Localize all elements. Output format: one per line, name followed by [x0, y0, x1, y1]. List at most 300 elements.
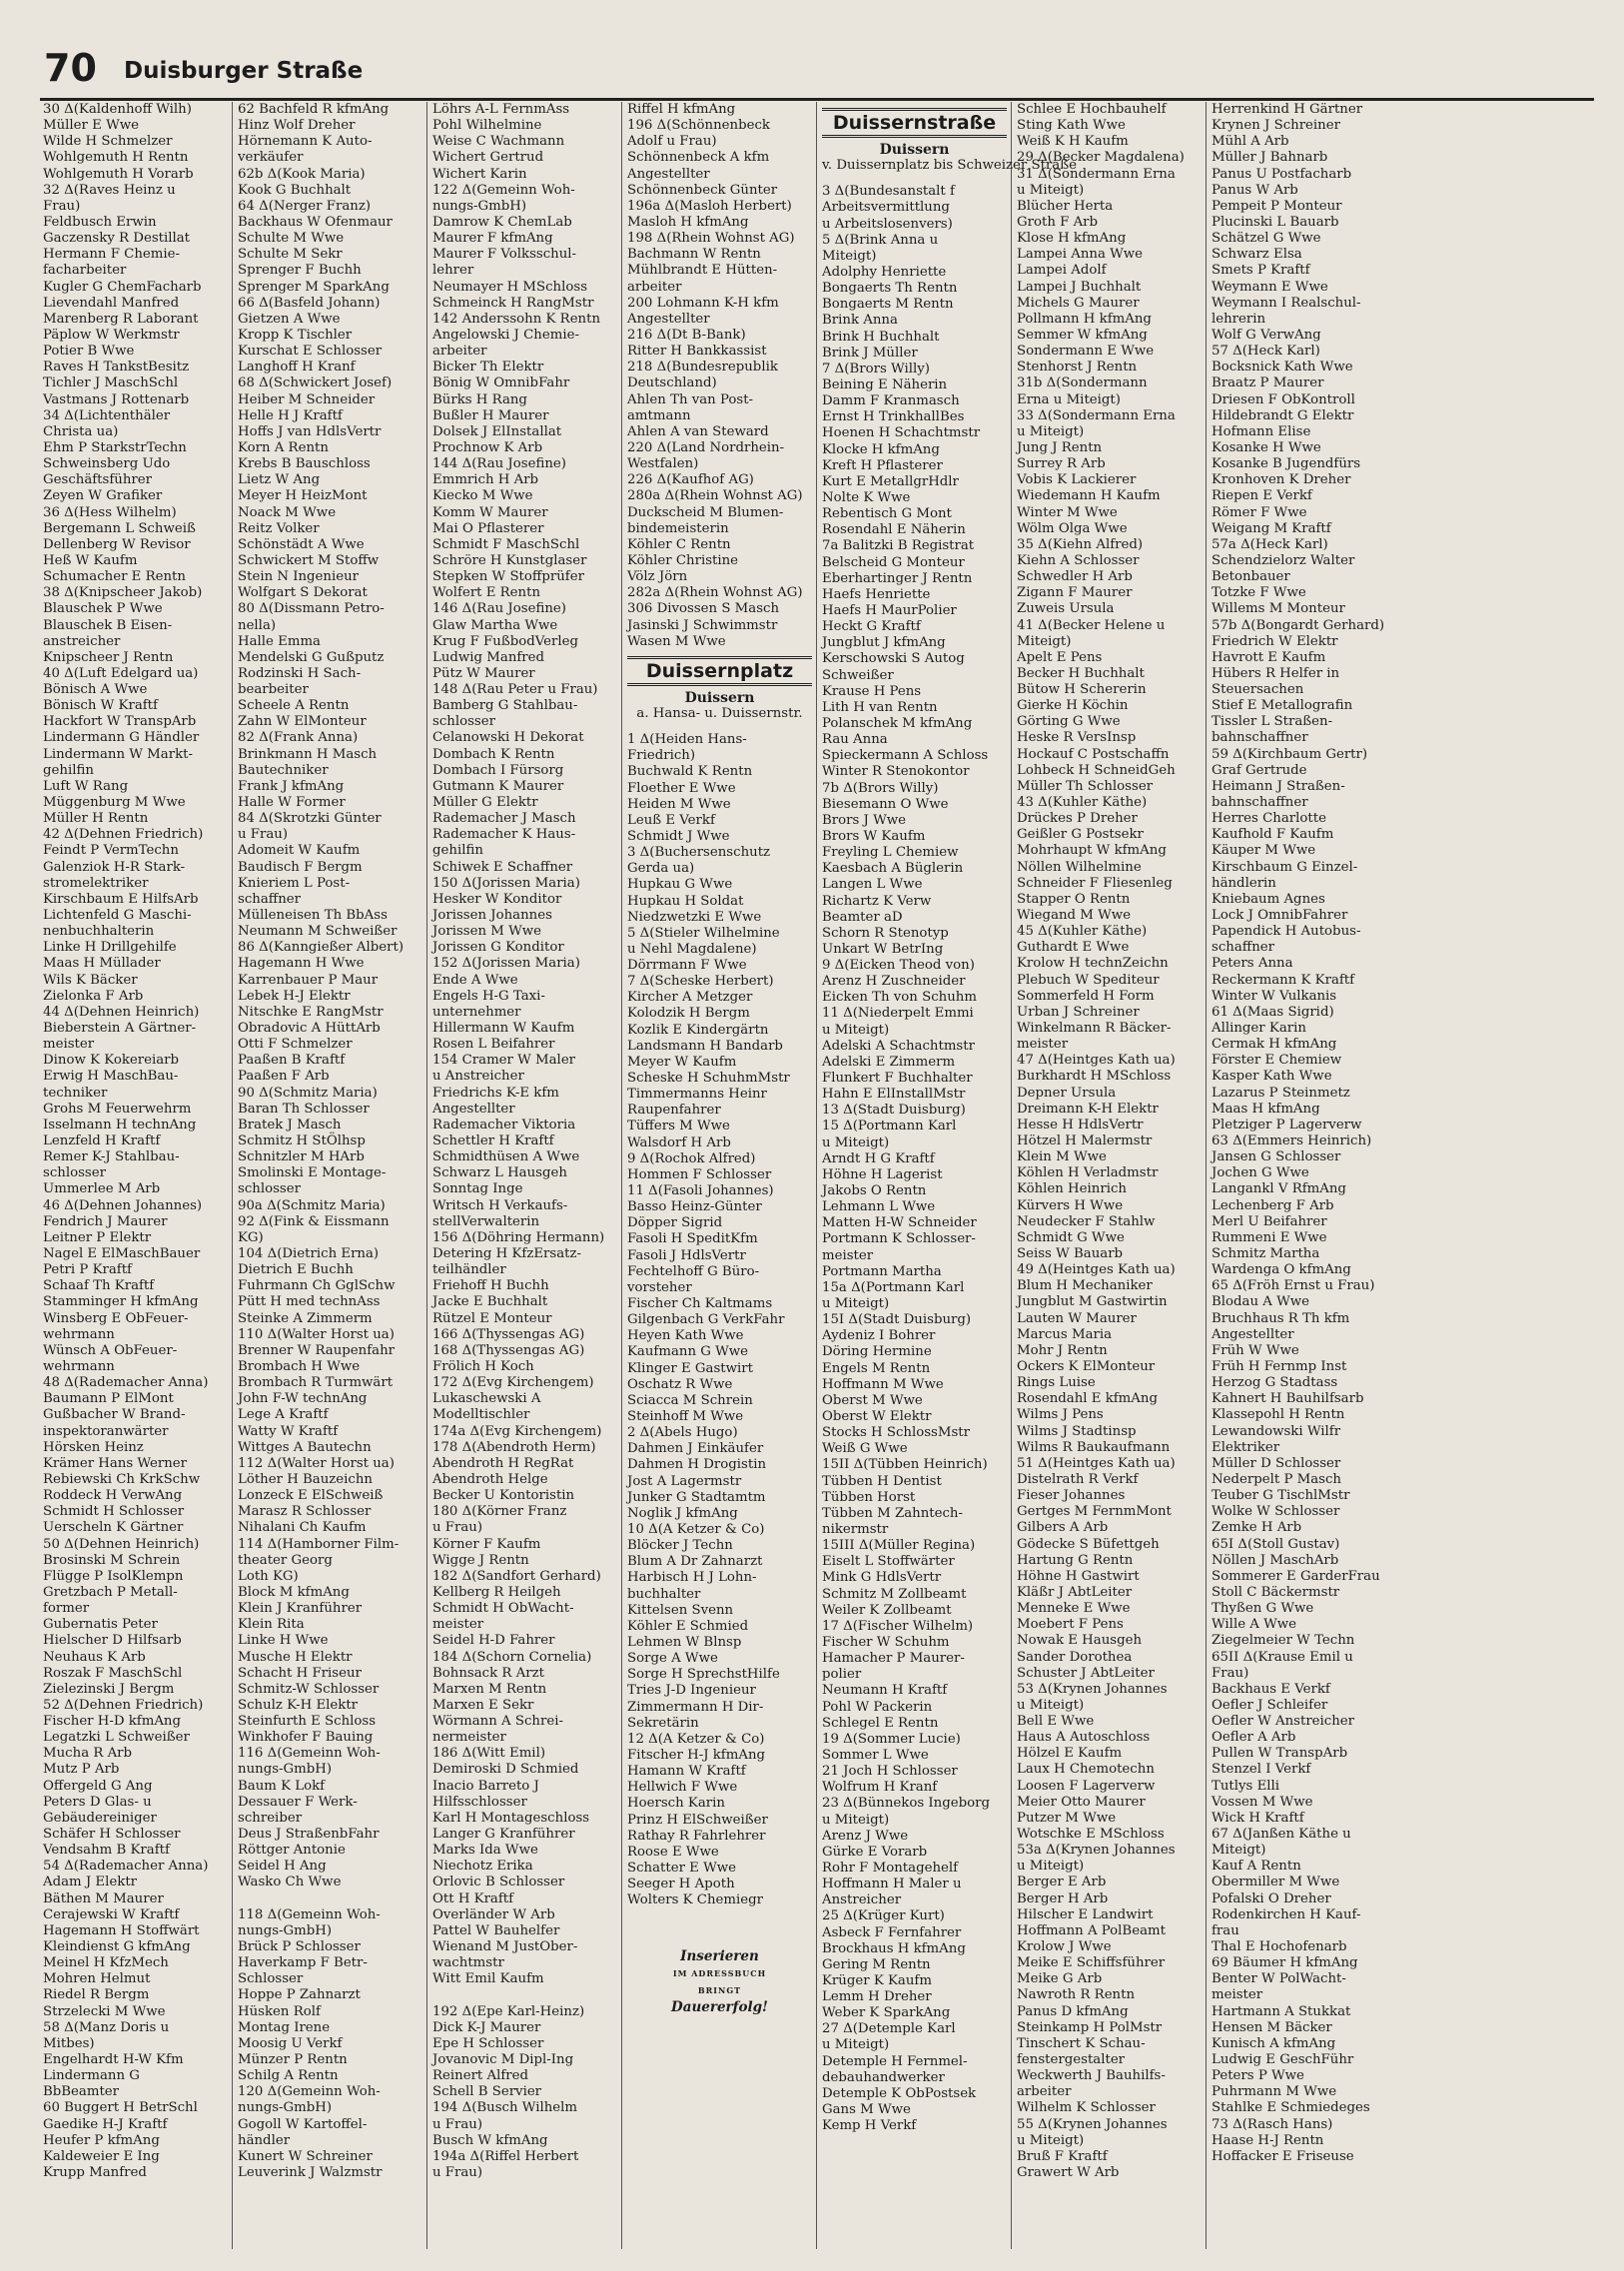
directory-entry: 114 Δ(Hamborner Film- — [238, 1536, 400, 1552]
directory-entry: Bruß F Kraftf — [1017, 2148, 1108, 2164]
directory-entry: 21 Joch H Schlosser — [822, 1764, 958, 1780]
directory-entry: Feindt P VermTechn — [43, 843, 179, 859]
directory-entry: Steinfurth E Schloss — [238, 1714, 377, 1730]
directory-entry: Schneider F Fliesenleg — [1017, 875, 1173, 891]
directory-entry: Elektriker — [1212, 1439, 1280, 1455]
directory-entry: Steinhoff M Wwe — [627, 1409, 744, 1424]
directory-entry: 30 Δ(Kaldenhoff Wilh) — [43, 102, 192, 117]
directory-entry: 118 Δ(Gemeinn Woh- — [238, 1906, 381, 1922]
directory-entry: 280a Δ(Rhein Wohnst AG) — [627, 488, 803, 504]
directory-entry: Schmidt G Wwe — [1017, 1229, 1125, 1245]
directory-entry: 57 Δ(Heck Karl) — [1212, 344, 1320, 360]
directory-entry: Kook G Buchhalt — [238, 182, 352, 198]
directory-entry: Hofmann Elise — [1212, 423, 1311, 439]
directory-entry: Blöcker J Techn — [627, 1538, 733, 1554]
directory-entry: Deutschland) — [627, 376, 717, 391]
directory-entry: Kahnert H Bauhilfsarb — [1212, 1391, 1364, 1407]
directory-entry: Gödecke S Büfettgeh — [1017, 1536, 1160, 1552]
directory-entry: Wille A Wwe — [1212, 1617, 1297, 1633]
directory-entry: Overländer W Arb — [432, 1906, 555, 1922]
directory-entry: Köhler E Schmied — [627, 1618, 749, 1634]
directory-entry: John F-W technAng — [238, 1391, 368, 1407]
directory-entry: 150 Δ(Jorissen Maria) — [432, 875, 580, 891]
directory-entry: 112 Δ(Walter Horst ua) — [238, 1455, 395, 1471]
directory-entry: Panus W Arb — [1212, 182, 1298, 198]
directory-entry: Meyer W Kaufm — [627, 1054, 737, 1070]
directory-entry: Döpper Sigrid — [627, 1215, 723, 1231]
directory-entry: Hellwich F Wwe — [627, 1780, 738, 1796]
directory-entry: 15 Δ(Portmann Karl — [822, 1119, 957, 1135]
directory-entry: Schmitz Martha — [1212, 1245, 1320, 1261]
directory-entry: Loosen F Lagerverw — [1017, 1778, 1156, 1794]
directory-entry: Surrey R Arb — [1017, 456, 1106, 472]
directory-entry: Kreft H Pflasterer — [822, 457, 943, 473]
directory-entry: 15II Δ(Tübben Heinrich) — [822, 1457, 988, 1473]
directory-entry: Adomeit W Kaufm — [238, 843, 361, 859]
directory-entry: Karrenbauer P Maur — [238, 972, 379, 988]
directory-entry: Bieberstein A Gärtner- — [43, 1021, 197, 1037]
directory-entry: Stocks H SchlossMstr — [822, 1425, 970, 1441]
directory-entry: Berger E Arb — [1017, 1875, 1107, 1891]
directory-entry: Nolte K Wwe — [822, 489, 911, 505]
directory-entry: Blum H Mechaniker — [1017, 1278, 1153, 1294]
directory-entry: Krolow J Wwe — [1017, 1939, 1112, 1955]
directory-entry: Wünsch A ObFeuer- — [43, 1342, 178, 1358]
directory-entry: Winter R Stenokontor — [822, 764, 970, 780]
directory-entry: Ludwig Manfred — [432, 649, 545, 665]
directory-entry: Zahn W ElMonteur — [238, 714, 367, 730]
directory-entry: Lechenberg F Arb — [1212, 1197, 1334, 1213]
directory-entry: 27 Δ(Detemple Karl — [822, 2021, 956, 2037]
directory-entry: 1 Δ(Heiden Hans- — [627, 732, 747, 748]
directory-entry: 9 Δ(Eicken Theod von) — [822, 958, 975, 974]
directory-entry: Frau) — [1212, 1665, 1249, 1681]
directory-entry: Neumann H Kraftf — [822, 1683, 948, 1699]
directory-entry: Lohbeck H SchneidGeh — [1017, 762, 1176, 778]
directory-entry: Langen L Wwe — [822, 877, 923, 893]
column-1 — [38, 102, 233, 2249]
directory-entry: Dietrich E Buchh — [238, 1262, 354, 1278]
directory-entry: Lukaschewski A — [432, 1391, 541, 1407]
directory-entry: Vendsahm B Kraftf — [43, 1843, 170, 1859]
directory-entry: 51 Δ(Heintges Kath ua) — [1017, 1455, 1176, 1471]
directory-entry: Friedrichs K-E kfm — [432, 1085, 559, 1101]
directory-entry: Peters D Glas- u — [43, 1794, 152, 1810]
directory-entry: Gogoll W Kartoffel- — [238, 2116, 368, 2132]
directory-entry: Michels G Maurer — [1017, 295, 1140, 311]
directory-entry: Weigang M Kraftf — [1212, 520, 1331, 536]
directory-entry: u Miteigt) — [1017, 1697, 1085, 1713]
directory-entry: Haefs Henriette — [822, 586, 931, 602]
advertisement-box — [627, 1948, 812, 2016]
directory-entry: Meyer H HeizMont — [238, 488, 368, 504]
directory-entry: Grohs M Feuerwehrm — [43, 1101, 192, 1117]
directory-entry: 2 Δ(Abels Hugo) — [627, 1425, 738, 1441]
directory-entry: Schlegel E Rentn — [822, 1715, 939, 1731]
directory-entry: Teuber G TischlMstr — [1212, 1488, 1350, 1504]
directory-entry: 11 Δ(Fasoli Johannes) — [627, 1183, 774, 1199]
directory-entry: Beining E Näherin — [822, 378, 948, 392]
directory-entry: 11 Δ(Niederpelt Emmi — [822, 1006, 974, 1022]
directory-entry: Neumann M Schweißer — [238, 924, 398, 940]
directory-entry: Fischer W Schuhm — [822, 1634, 950, 1650]
directory-entry: 62b Δ(Kook Maria) — [238, 166, 366, 182]
directory-entry: Schatter E Wwe — [627, 1860, 737, 1876]
directory-entry: Stapper O Rentn — [1017, 891, 1131, 907]
directory-entry: Rau Anna — [822, 732, 888, 748]
directory-entry: Halle W Former — [238, 795, 346, 811]
directory-entry: Kaesbach A Büglerin — [822, 861, 964, 877]
directory-entry: Peters P Wwe — [1212, 2068, 1304, 2084]
directory-entry: Sting Kath Wwe — [1017, 118, 1126, 134]
directory-entry: Sorge H SprechstHilfe — [627, 1667, 780, 1683]
directory-entry: Dombach I Fürsorg — [432, 762, 564, 778]
directory-entry: 19 Δ(Sommer Lucie) — [822, 1731, 961, 1747]
directory-entry: Wilms R Baukaufmann — [1017, 1439, 1171, 1455]
directory-entry: Kirschbaum E HilfsArb — [43, 891, 199, 907]
directory-entry: Brenner W Raupenfahr — [238, 1342, 395, 1358]
directory-entry: Christa ua) — [43, 423, 119, 439]
directory-entry: Rathay R Fahrlehrer — [627, 1828, 766, 1844]
directory-entry: 60 Buggert H BetrSchl — [43, 2100, 198, 2116]
directory-entry: 32 Δ(Raves Heinz u — [43, 182, 176, 198]
directory-entry: former — [43, 1601, 90, 1617]
directory-entry: Detemple H Fernmel- — [822, 2053, 968, 2069]
directory-entry: Fasoli H SpeditKfm — [627, 1231, 758, 1247]
directory-entry: Wardenga O kfmAng — [1212, 1262, 1351, 1278]
directory-entry: Knieriem L Post- — [238, 875, 351, 891]
directory-entry: Schönnenbeck A kfm — [627, 150, 770, 166]
directory-entry: Schwarz Elsa — [1212, 247, 1302, 263]
directory-entry: 15III Δ(Müller Regina) — [822, 1538, 976, 1554]
directory-entry: Kemp H Verkf — [822, 2118, 917, 2134]
directory-entry: Tinschert K Schau- — [1017, 2035, 1146, 2051]
directory-entry: Sprenger M SparkAng — [238, 279, 390, 295]
directory-entry: Sorge A Wwe — [627, 1651, 718, 1667]
directory-entry: Lewandowski Wilfr — [1212, 1423, 1341, 1439]
directory-entry: Köhler Christine — [627, 552, 739, 568]
directory-entry: Lazarus P Steinmetz — [1212, 1085, 1350, 1101]
directory-entry: Wienand M JustOber- — [432, 1939, 578, 1955]
directory-entry: u Miteigt) — [1017, 2132, 1085, 2148]
directory-entry: Weber K SparkAng — [822, 2005, 951, 2021]
directory-entry: 57a Δ(Heck Karl) — [1212, 536, 1328, 552]
directory-entry: Rosendahl E Näherin — [822, 522, 966, 538]
directory-entry: Adolf u Frau) — [627, 134, 717, 150]
directory-entry: meister — [43, 1037, 95, 1053]
directory-entry: Kiecko M Wwe — [432, 488, 533, 504]
directory-entry: Panus D kfmAng — [1017, 2003, 1129, 2019]
directory-entry: Wohlgemuth H Vorarb — [43, 166, 194, 182]
directory-entry: amtmann — [627, 407, 691, 423]
directory-entry: Karl H Montageschloss — [432, 1810, 590, 1826]
directory-entry: 31b Δ(Sondermann — [1017, 376, 1148, 391]
directory-entry: Fuhrmann Ch GglSchw — [238, 1278, 396, 1294]
ad-line-3: BRINGT — [697, 1985, 742, 1996]
directory-entry: Nawroth R Rentn — [1017, 1987, 1136, 2003]
directory-entry: Langer G Kranführer — [432, 1827, 575, 1843]
directory-entry: 55 Δ(Krynen Johannes — [1017, 2116, 1168, 2132]
directory-entry: Schumacher E Rentn — [43, 569, 186, 585]
directory-entry: Detemple K ObPostsek — [822, 2085, 977, 2101]
directory-entry: Riepen E Verkf — [1212, 488, 1312, 504]
directory-entry: 174a Δ(Evg Kirchengem) — [432, 1423, 602, 1439]
directory-entry: 47 Δ(Heintges Kath ua) — [1017, 1053, 1176, 1069]
directory-entry: Masloh H kfmAng — [627, 214, 749, 230]
directory-entry: Steinke A Zimmerm — [238, 1310, 373, 1326]
directory-entry: Sonntag Inge — [432, 1181, 523, 1197]
directory-entry: 86 Δ(Kanngießer Albert) — [238, 940, 405, 956]
directory-entry: Distelrath R Verkf — [1017, 1471, 1139, 1487]
directory-entry: Schwarz L Hausgeh — [432, 1165, 567, 1181]
directory-entry: Kropp K Tischler — [238, 327, 353, 343]
directory-entry: Kolodzik H Bergm — [627, 1006, 750, 1022]
directory-entry: Gierke H Köchin — [1017, 698, 1129, 714]
directory-entry: Wittges A Bautechn — [238, 1439, 372, 1455]
directory-entry: Kircher A Metzger — [627, 990, 753, 1006]
directory-entry: Noack M Wwe — [238, 504, 337, 520]
directory-entry: Müller J Bahnarb — [1212, 150, 1328, 166]
directory-entry: Jorissen M Wwe — [432, 924, 542, 940]
directory-entry: Schäfer H Schlosser — [43, 1827, 181, 1843]
directory-entry: Heyen Kath Wwe — [627, 1328, 744, 1344]
directory-entry: Zimmermann H Dir- — [627, 1699, 764, 1715]
directory-entry: Ludwig E GeschFühr — [1212, 2052, 1354, 2068]
directory-entry: nella) — [238, 617, 277, 633]
directory-entry: Sommer L Wwe — [822, 1747, 929, 1763]
directory-entry: Bamberg G Stahlbau- — [432, 698, 578, 714]
directory-entry: Sommerer E GarderFrau — [1212, 1568, 1380, 1584]
directory-entry: Brombach R Turmwärt — [238, 1375, 394, 1391]
directory-entry: Hildebrandt G Elektr — [1212, 407, 1354, 423]
directory-entry: Leuverink J Walzmstr — [238, 2165, 383, 2180]
page-number: 70 — [44, 46, 97, 90]
directory-entry: 7b Δ(Brors Willy) — [822, 780, 939, 796]
directory-entry: Gutmann K Maurer — [432, 778, 564, 794]
directory-entry: Schmidt H Schlosser — [43, 1504, 185, 1520]
directory-entry: 65I Δ(Stoll Gustav) — [1212, 1536, 1340, 1552]
directory-entry: 52 Δ(Dehnen Friedrich) — [43, 1697, 204, 1713]
directory-entry: 200 Lohmann K-H kfm — [627, 295, 779, 311]
directory-entry: Kauf A Rentn — [1212, 1859, 1301, 1875]
directory-entry: Krug F FußbodVerleg — [432, 633, 578, 649]
directory-entry: 144 Δ(Rau Josefine) — [432, 456, 566, 472]
directory-entry: Münzer P Rentn — [238, 2052, 348, 2068]
directory-entry: Damrow K ChemLab — [432, 214, 572, 230]
directory-entry: Jasinski J Schwimmstr — [627, 617, 778, 633]
directory-entry: 122 Δ(Gemeinn Woh- — [432, 182, 575, 198]
directory-entry: u Frau) — [432, 1520, 483, 1536]
directory-entry: Geschäftsführer — [43, 472, 152, 488]
directory-entry: Rings Luise — [1017, 1375, 1096, 1391]
directory-entry: Gebäudereiniger — [43, 1810, 157, 1826]
directory-entry: Legatzki L Schweißer — [43, 1730, 190, 1746]
directory-entry: Schendzielorz Walter — [1212, 552, 1355, 568]
directory-entry: Heimann J Straßen- — [1212, 778, 1345, 794]
directory-entry: schreiber — [238, 1810, 303, 1826]
directory-entry: Herrenkind H Gärtner — [1212, 102, 1363, 117]
directory-entry: händlerin — [1212, 875, 1276, 891]
directory-entry: Hesse H HdlsVertr — [1017, 1117, 1144, 1133]
directory-entry: 42 Δ(Dehnen Friedrich) — [43, 827, 204, 843]
directory-entry: Eicken Th von Schuhm — [822, 990, 977, 1006]
directory-entry: Smets P Kraftf — [1212, 263, 1310, 279]
directory-entry: Angestellter — [627, 311, 710, 327]
directory-entry: 104 Δ(Dietrich Erna) — [238, 1245, 380, 1261]
directory-entry: Oefler W Anstreicher — [1212, 1714, 1355, 1730]
directory-entry: Müller E Wwe — [43, 118, 139, 134]
directory-entry: 25 Δ(Krüger Kurt) — [822, 1908, 945, 1924]
directory-entry: Mitbes) — [43, 2035, 95, 2051]
directory-entry: Sommerfeld H Form — [1017, 988, 1155, 1004]
directory-entry: Heß W Kaufm — [43, 552, 138, 568]
directory-entry: 38 Δ(Knipscheer Jakob) — [43, 585, 203, 601]
directory-entry: nungs-GmbH) — [238, 1922, 333, 1938]
directory-entry: Schulz K-H Elektr — [238, 1697, 359, 1713]
directory-entry: Fitscher H-J kfmAng — [627, 1747, 766, 1763]
directory-entry: Linke H Wwe — [238, 1633, 329, 1649]
directory-entry: Wolfgart S Dekorat — [238, 585, 368, 601]
directory-entry: Bönig W OmnibFahr — [432, 376, 570, 391]
directory-entry: 40 Δ(Luft Edelgard ua) — [43, 665, 199, 681]
directory-entry: Oberst W Elektr — [822, 1409, 932, 1424]
directory-entry: bahnschaffner — [1212, 795, 1308, 811]
directory-entry: u Miteigt) — [822, 1296, 890, 1312]
directory-entry: 12 Δ(A Ketzer & Co) — [627, 1731, 765, 1747]
directory-entry: Gaczensky R Destillat — [43, 231, 191, 247]
directory-entry: Krolow H technZeichn — [1017, 956, 1169, 972]
directory-entry: Kasper Kath Wwe — [1212, 1069, 1332, 1085]
directory-entry: Schönstädt A Wwe — [238, 536, 365, 552]
directory-entry: Celanowski H Dekorat — [432, 730, 584, 746]
directory-entry: 198 Δ(Rhein Wohnst AG) — [627, 231, 795, 247]
directory-entry: Nowak E Hausgeh — [1017, 1633, 1143, 1649]
directory-entry: Kunert W Schreiner — [238, 2148, 373, 2164]
directory-entry: Schell B Servier — [432, 2084, 542, 2100]
directory-entry: Wotschke E MSchloss — [1017, 1827, 1165, 1843]
directory-entry: Schmitz M Zollbeamt — [822, 1586, 967, 1602]
directory-entry: 15a Δ(Portmann Karl — [822, 1279, 965, 1295]
directory-entry: Zemke H Arb — [1212, 1520, 1302, 1536]
directory-entry: 17 Δ(Fischer Wilhelm) — [822, 1618, 974, 1634]
directory-entry: 182 Δ(Sandfort Gerhard) — [432, 1568, 601, 1584]
directory-entry: Ahlen Th van Post- — [627, 391, 754, 407]
directory-entry: Stamminger H kfmAng — [43, 1294, 199, 1310]
directory-entry: Unkart W BetrIng — [822, 941, 944, 957]
directory-entry: Gilbers A Arb — [1017, 1520, 1109, 1536]
directory-entry: Bohnsack R Arzt — [432, 1665, 544, 1681]
directory-entry: Panus U Postfacharb — [1212, 166, 1352, 182]
directory-entry: 178 Δ(Abendroth Herm) — [432, 1439, 596, 1455]
directory-entry: Thal E Hochofenarb — [1212, 1939, 1347, 1955]
directory-entry: 68 Δ(Schwickert Josef) — [238, 376, 393, 391]
directory-entry: Richartz K Verw — [822, 893, 932, 909]
directory-entry: Niedzwetzki E Wwe — [627, 909, 762, 925]
directory-entry: Brink J Müller — [822, 345, 918, 361]
directory-entry: Stein N Ingenieur — [238, 569, 360, 585]
directory-entry: 120 Δ(Gemeinn Woh- — [238, 2084, 381, 2100]
directory-entry: Roszak F MaschSchl — [43, 1665, 183, 1681]
directory-entry: Geißler G Postsekr — [1017, 827, 1144, 843]
directory-entry: Linke H Drillgehilfe — [43, 940, 177, 956]
directory-entry: Langhoff H Kranf — [238, 360, 356, 376]
directory-entry: facharbeiter — [43, 263, 127, 279]
directory-entry: 7 Δ(Brors Willy) — [822, 361, 930, 377]
directory-entry: Seidel H-D Fahrer — [432, 1633, 555, 1649]
directory-entry: Hesker W Konditor — [432, 891, 562, 907]
directory-entry: 194 Δ(Busch Wilhelm — [432, 2100, 578, 2116]
directory-entry: Raves H TankstBesitz — [43, 360, 190, 376]
directory-entry: Wick H Kraftf — [1212, 1810, 1304, 1826]
directory-entry: Dreimann K-H Elektr — [1017, 1101, 1159, 1117]
directory-entry: lehrer — [432, 263, 474, 279]
directory-entry: wehrmann — [43, 1326, 115, 1342]
directory-entry: Winkelmann R Bäcker- — [1017, 1021, 1172, 1037]
directory-entry: Kläßr J AbtLeiter — [1017, 1584, 1133, 1600]
directory-entry: Becker H Buchhalt — [1017, 665, 1145, 681]
directory-entry: Musche H Elektr — [238, 1649, 353, 1665]
section-location-note: a. Hansa- u. Duissernstr. — [636, 706, 803, 722]
directory-entry: lehrerin — [1212, 311, 1266, 327]
directory-entry: Brink H Buchhalt — [822, 329, 940, 345]
directory-entry: Burkhardt H MSchloss — [1017, 1069, 1172, 1085]
directory-entry: Niechotz Erika — [432, 1859, 533, 1875]
directory-entry: Bachmann W Rentn — [627, 247, 761, 263]
directory-entry: Wölm Olga Wwe — [1017, 520, 1128, 536]
directory-entry: Mendelski G Gußputz — [238, 649, 385, 665]
directory-entry: Herzog G Stadtass — [1212, 1375, 1338, 1391]
directory-entry: Gietzen A Wwe — [238, 311, 341, 327]
directory-entry: Hermann F Chemie- — [43, 247, 180, 263]
directory-entry: Adolphy Henriette — [822, 265, 947, 281]
directory-entry: 67 Δ(Janßen Käthe u — [1212, 1827, 1351, 1843]
directory-entry: Remer K-J Stahlbau- — [43, 1149, 180, 1165]
directory-entry: Rebentisch G Mont — [822, 506, 952, 522]
directory-entry: Bongaerts M Rentn — [822, 297, 954, 313]
directory-entry: Stenzel I Verkf — [1212, 1762, 1311, 1778]
directory-entry: Blücher Herta — [1017, 198, 1114, 214]
directory-entry: Landsmann H Bandarb — [627, 1038, 783, 1054]
directory-entry: Pütz W Maurer — [432, 665, 535, 681]
column-4 — [622, 102, 817, 2249]
directory-entry: 61 Δ(Maas Sigrid) — [1212, 1004, 1334, 1020]
directory-entry: Früh H Fernmp Inst — [1212, 1358, 1347, 1374]
directory-entry: 33 Δ(Sondermann Erna — [1017, 407, 1176, 423]
directory-entry: Klein Rita — [238, 1617, 305, 1633]
directory-entry: Krause H Pens — [822, 683, 922, 699]
directory-entry: Writsch H Verkaufs- — [432, 1197, 568, 1213]
directory-entry: Cermak H kfmAng — [1212, 1037, 1337, 1053]
directory-entry: Baumann P ElMont — [43, 1391, 174, 1407]
directory-entry: Basso Heinz-Günter — [627, 1199, 762, 1215]
directory-entry: Uerscheln K Gärtner — [43, 1520, 184, 1536]
directory-entry: Leuß E Verkf — [627, 812, 715, 828]
directory-entry: Weiler K Zollbeamt — [822, 1602, 952, 1618]
directory-entry: Müggenburg M Wwe — [43, 795, 186, 811]
directory-entry: 196a Δ(Masloh Herbert) — [627, 198, 792, 214]
directory-entry: Portmann K Schlosser- — [822, 1231, 976, 1247]
directory-entry: Wasko Ch Wwe — [238, 1875, 342, 1891]
directory-entry: KG) — [238, 1229, 264, 1245]
directory-entry: Maas H kfmAng — [1212, 1101, 1320, 1117]
directory-entry: Nöllen Wilhelmine — [1017, 859, 1142, 875]
directory-entry: Wilhelm K Schlosser — [1017, 2100, 1156, 2116]
directory-entry: 34 Δ(Lichtenthäler — [43, 407, 171, 423]
directory-entry: Marks Ida Wwe — [432, 1843, 538, 1859]
directory-entry: Papendick H Autobus- — [1212, 924, 1361, 940]
directory-entry: Tissler L Straßen- — [1212, 714, 1333, 730]
directory-entry: Urban J Schreiner — [1017, 1004, 1140, 1020]
